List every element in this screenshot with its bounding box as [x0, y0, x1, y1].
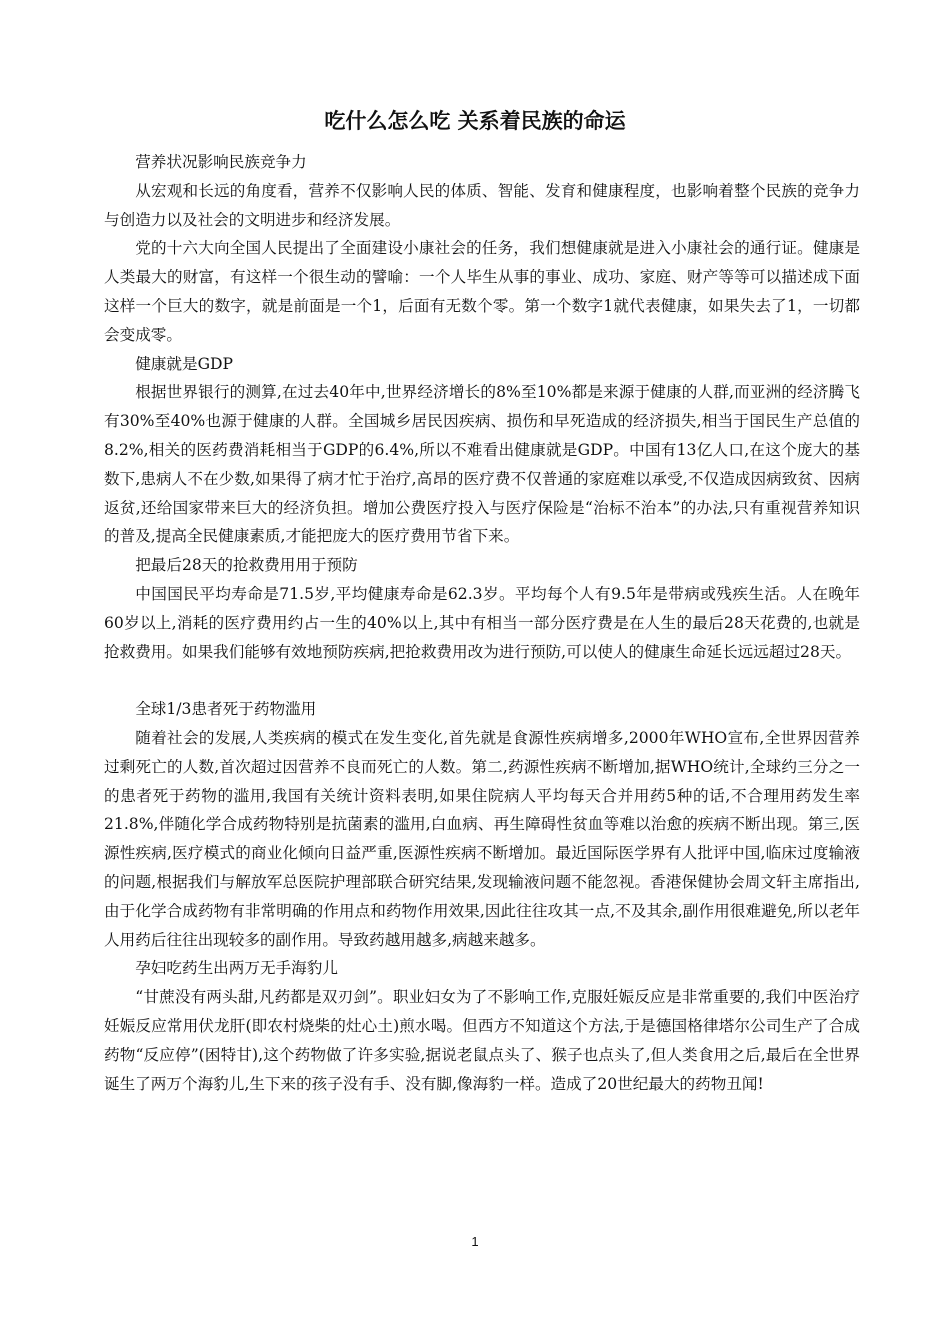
section-heading: 把最后28天的抢救费用用于预防: [135, 556, 358, 575]
document-body: [104, 148, 860, 1098]
section-heading: 全球1/3患者死于药物滥用: [135, 700, 317, 719]
paragraph: 党的十六大向全国人民提出了全面建设小康社会的任务，我们想健康就是进入小康社会的通行证。健康是人类最大的财富，有这样一个很生动的譬喻：一个人毕生从事的事业、成功、家庭、财产等等可以描述成下面这样一个巨大的数字，就是前面是一个1，后面有无数个零。第一个数字1就代表健康，如果失去了1，一切都会变成零。: [104, 239, 860, 344]
paragraph: 中国国民平均寿命是71.5岁,平均健康寿命是62.3岁。平均每个人有9.5年是带病或残疾生活。人在晚年60岁以上,消耗的医疗费用约占一生的40%以上,其中有相当一部分医疗费是在人生的最后28天花费的,也就是抢救费用。如果我们能够有效地预防疾病,把抢救费用改为进行预防,可以使人的健康生命延长远远超过28天。: [104, 584, 860, 661]
paragraph: 从宏观和长远的角度看，营养不仅影响人民的体质、智能、发育和健康程度，也影响着整个民族的竞争力与创造力以及社会的文明进步和经济发展。: [104, 181, 860, 229]
page-number: 1: [471, 1234, 479, 1249]
paragraph: 随着社会的发展,人类疾病的模式在发生变化,首先就是食源性疾病增多,2000年WHO宣布,全世界因营养过剩死亡的人数,首次超过因营养不良而死亡的人数。第二,药源性疾病不断增加,据WHO统计,全球约三分之一的患者死于药物的滥用,我国有关统计资料表明,如果住院病人平均每天合并用药5种的话,不合理用药发生率21.8%,伴随化学合成药物特别是抗菌素的滥用,白血病、再生障碍性贫血等难以治愈的疾病不断出现。第三,医源性疾病,医疗模式的商业化倾向日益严重,医源性疾病不断增加。最近国际医学界有人批评中国,临床过度输液的问题,根据我们与解放军总医院护理部联合研究结果,发现输液问题不能忽视。香港保健协会周文轩主席指出,由于化学合成药物有非常明确的作用点和药物作用效果,因此往往攻其一点,不及其余,副作用很难避免,所以老年人用药后往往出现较多的副作用。导致药越用越多,病越来越多。: [104, 728, 860, 949]
blank-line: [104, 666, 860, 695]
paragraph: 根据世界银行的测算,在过去40年中,世界经济增长的8%至10%都是来源于健康的人群,而亚洲的经济腾飞有30%至40%也源于健康的人群。全国城乡居民因疾病、损伤和早死造成的经济损失,相当于国民生产总值的8.2%,相关的医药费消耗相当于GDP的6.4%,所以不难看出健康就是GDP。中国有13亿人口,在这个庞大的基数下,患病人不在少数,如果得了病才忙于治疗,高昂的医疗费不仅普通的家庭难以承受,不仅造成因病致贫、因病返贫,还给国家带来巨大的经济负担。增加公费医疗投入与医疗保险是“治标不治本”的办法,只有重视营养知识的普及,提高全民健康素质,才能把庞大的医疗费用节省下来。: [104, 383, 860, 546]
page-title: 吃什么怎么吃 关系着民族的命运: [324, 109, 626, 133]
paragraph: “甘蔗没有两头甜,凡药都是双刃剑”。职业妇女为了不影响工作,克服妊娠反应是非常重要的,我们中医治疗妊娠反应常用伏龙肝(即农村烧柴的灶心土)煎水喝。但西方不知道这个方法,于是德国格律塔尔公司生产了合成药物“反应停”(困特甘),这个药物做了许多实验,据说老鼠点头了、猴子也点头了,但人类食用之后,最后在全世界诞生了两万个海豹儿,生下来的孩子没有手、没有脚,像海豹一样。造成了20世纪最大的药物丑闻!: [104, 988, 860, 1093]
section-heading: 健康就是GDP: [135, 354, 234, 373]
section-heading: 营养状况影响民族竞争力: [135, 153, 307, 171]
section-heading: 孕妇吃药生出两万无手海豹儿: [135, 959, 338, 978]
